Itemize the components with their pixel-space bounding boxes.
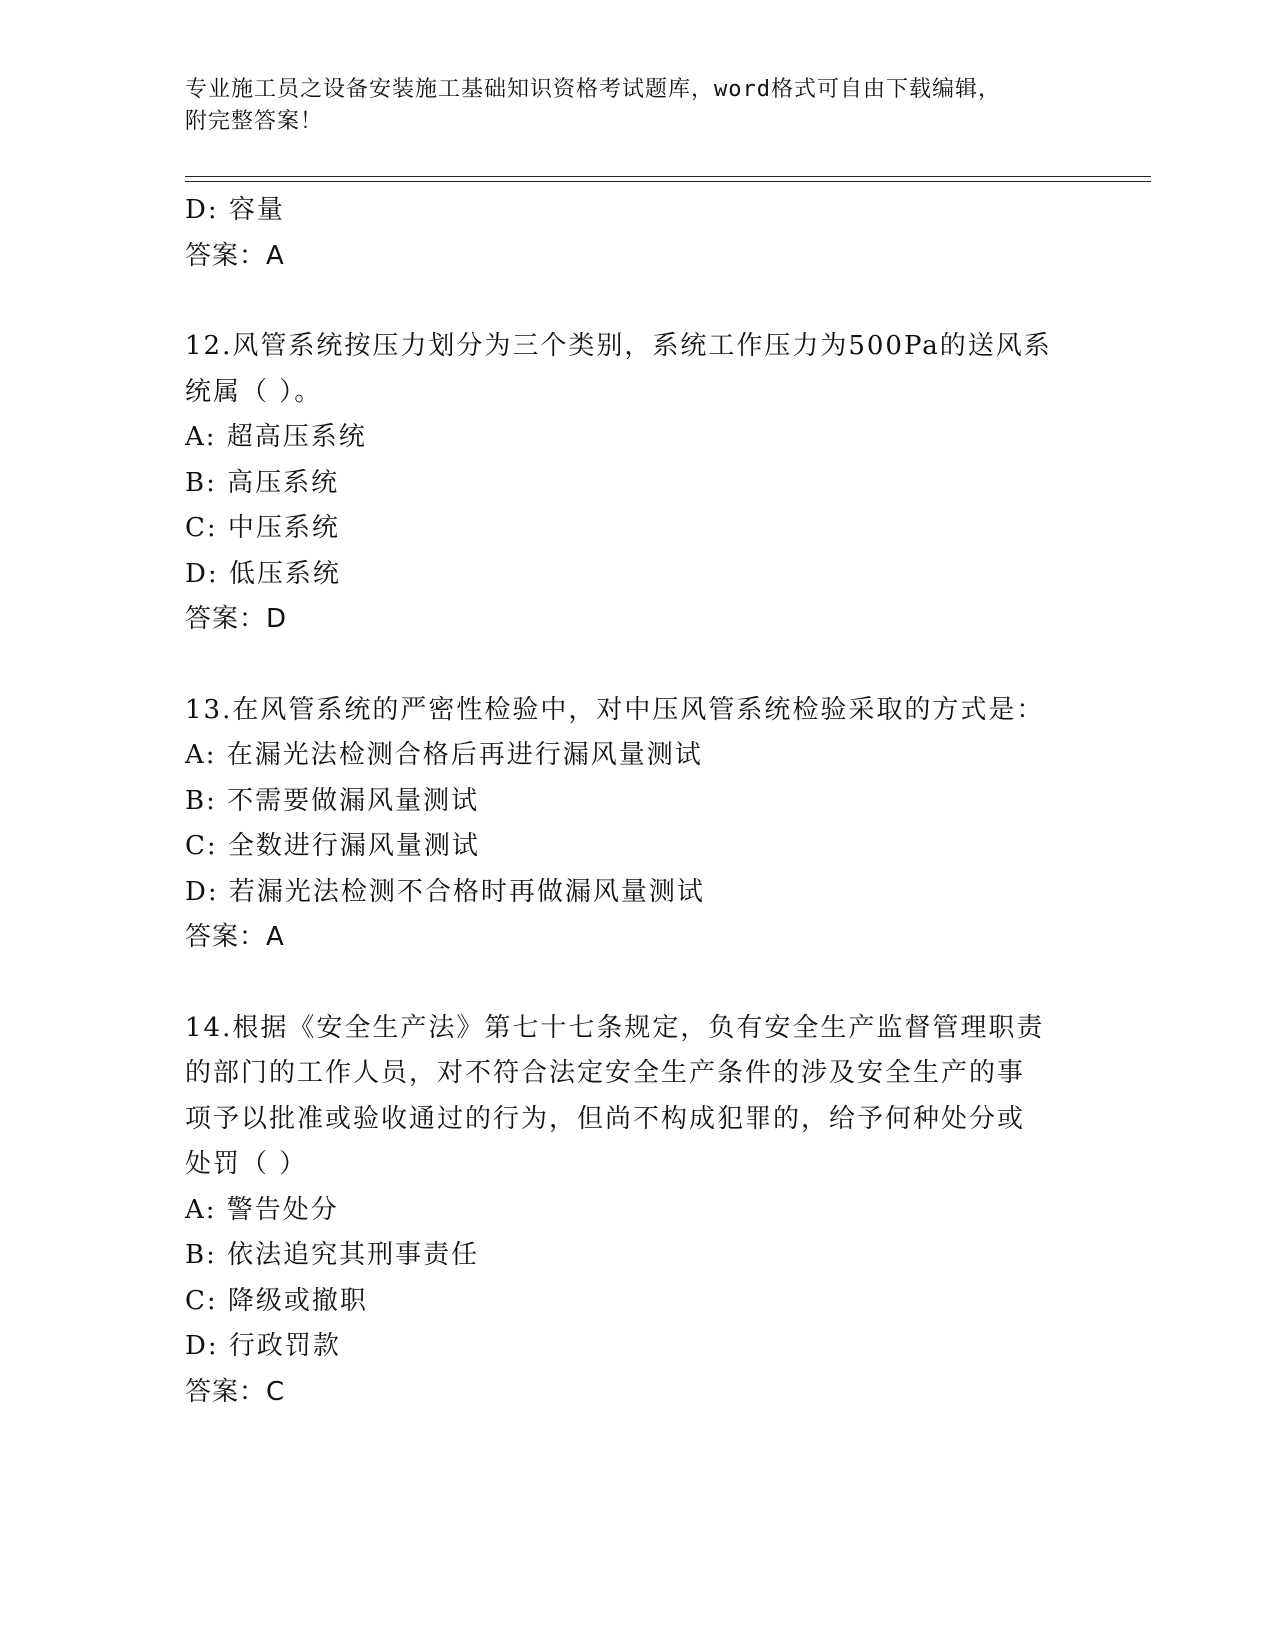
document-header bbox=[185, 74, 1065, 138]
spacer bbox=[185, 279, 1085, 324]
question-12 bbox=[185, 324, 1085, 643]
option-c: C: 全数进行漏风量测试 bbox=[185, 831, 480, 861]
document-body bbox=[185, 188, 1085, 1415]
option-b: B: 高压系统 bbox=[185, 467, 340, 498]
option-d: D: 容量 bbox=[185, 195, 285, 225]
answer-line: 答案：A bbox=[185, 922, 285, 952]
answer-line: 答案：D bbox=[185, 604, 288, 634]
option-d: D: 若漏光法检测不合格时再做漏风量测试 bbox=[185, 876, 705, 907]
question-text-line: 项予以批准或验收通过的行为，但尚不构成犯罪的，给予何种处分或 bbox=[185, 1103, 1026, 1134]
answer-line: 答案：A bbox=[185, 240, 285, 271]
question-13 bbox=[185, 688, 1085, 961]
header-title-line-1: 专业施工员之设备安装施工基础知识资格考试题库，word格式可自由下载编辑， bbox=[185, 77, 1001, 102]
option-a: A: 在漏光法检测合格后再进行漏风量测试 bbox=[185, 740, 703, 770]
question-text-line: 的部门的工作人员，对不符合法定安全生产条件的涉及安全生产的事 bbox=[185, 1058, 1026, 1088]
question-text-line: 处罚（ ） bbox=[185, 1149, 308, 1179]
question-14 bbox=[185, 1006, 1085, 1416]
question-11-tail bbox=[185, 188, 1085, 279]
header-title-line-2: 附完整答案！ bbox=[185, 109, 324, 134]
option-c: C: 中压系统 bbox=[185, 513, 340, 543]
spacer bbox=[185, 643, 1085, 688]
option-d: D: 低压系统 bbox=[185, 558, 341, 589]
option-a: A: 警告处分 bbox=[185, 1194, 339, 1225]
option-d: D: 行政罚款 bbox=[185, 1331, 341, 1361]
option-b: B: 依法追究其刑事责任 bbox=[185, 1240, 480, 1270]
question-text-line: 14.根据《安全生产法》第七十七条规定，负有安全生产监督管理职责 bbox=[185, 1012, 1045, 1043]
option-b: B: 不需要做漏风量测试 bbox=[185, 785, 480, 816]
answer-line: 答案：C bbox=[185, 1376, 286, 1407]
header-divider-top bbox=[185, 176, 1151, 177]
option-c: C: 降级或撤职 bbox=[185, 1285, 368, 1316]
question-text-line: 13.在风管系统的严密性检验中，对中压风管系统检验采取的方式是： bbox=[185, 694, 1045, 725]
question-text-line: 12.风管系统按压力划分为三个类别，系统工作压力为500Pa的送风系 bbox=[185, 331, 1052, 361]
spacer bbox=[185, 961, 1085, 1006]
option-a: A: 超高压系统 bbox=[185, 422, 367, 452]
header-divider-bottom bbox=[185, 181, 1151, 182]
question-text-line: 统属（ ）。 bbox=[185, 376, 323, 407]
